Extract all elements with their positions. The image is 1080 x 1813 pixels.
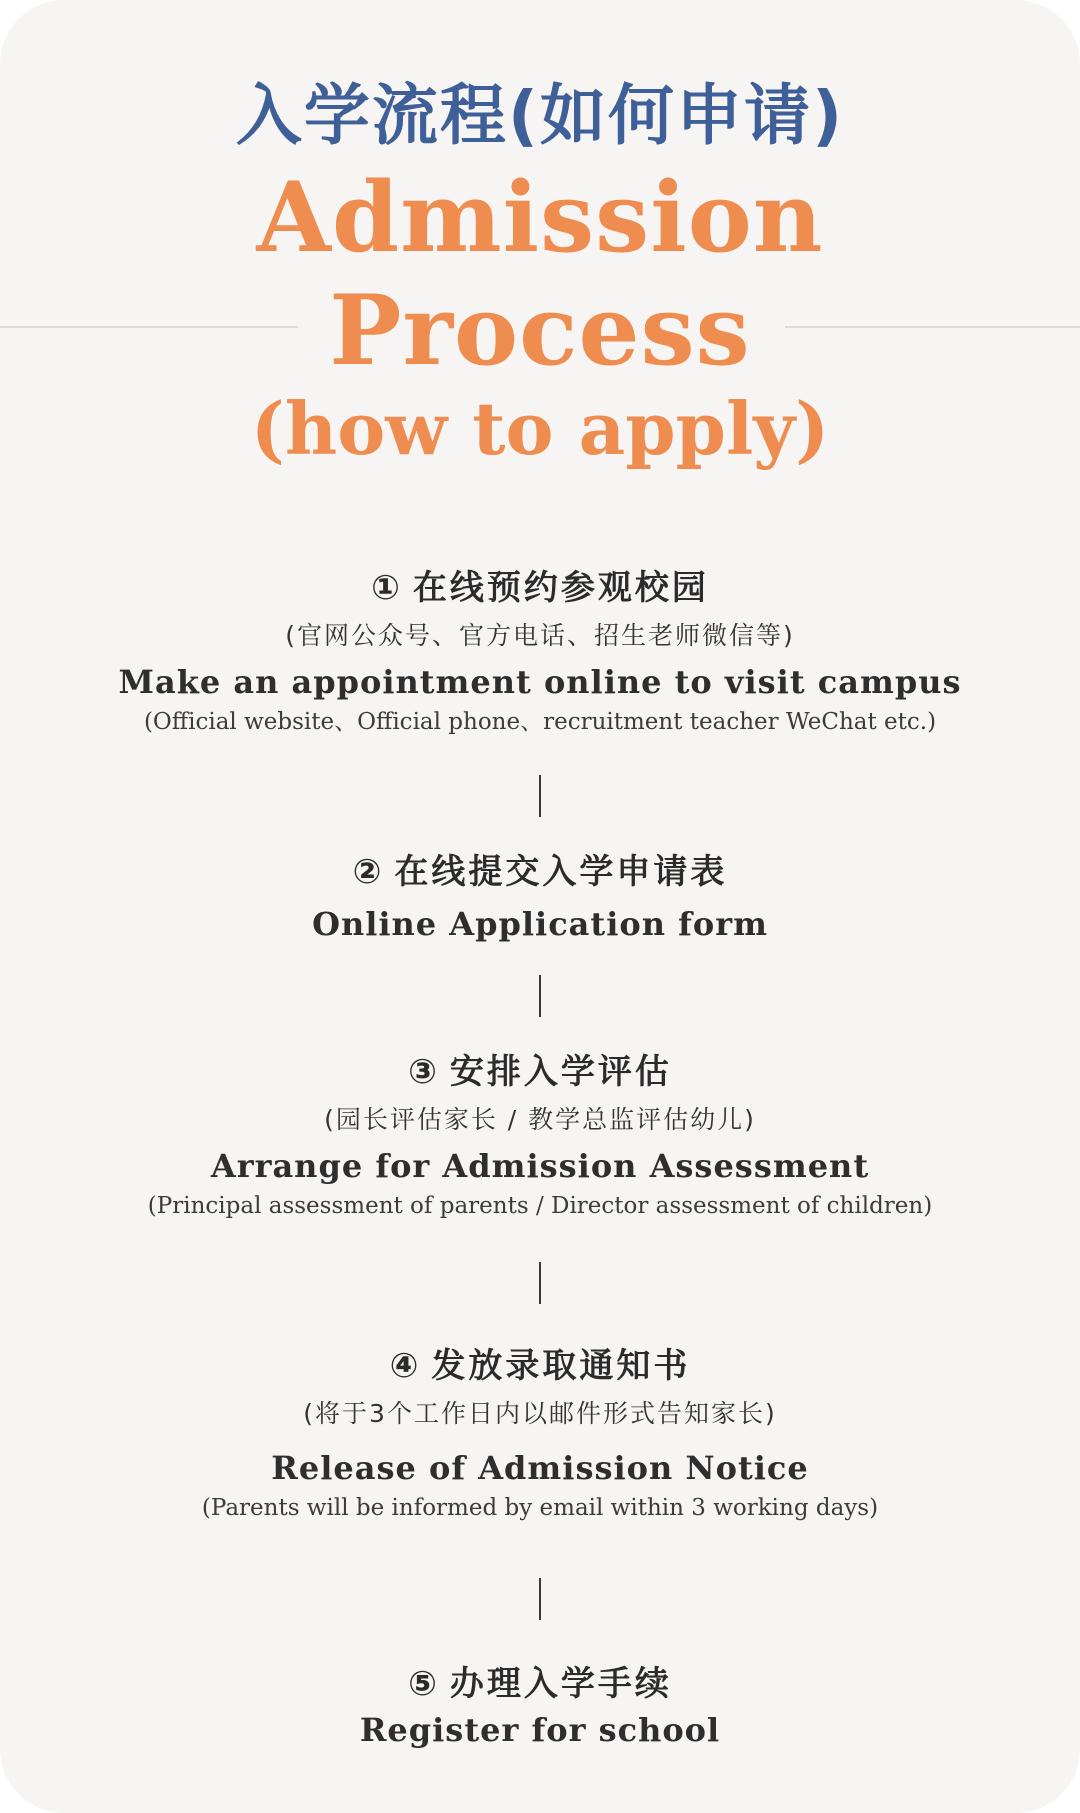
step-5-title-en: Register for school <box>359 1711 721 1749</box>
title-english-line2: Process <box>329 274 751 387</box>
step-1-subtitle-cn: (官网公众号、官方电话、招生老师微信等) <box>285 621 795 650</box>
step-4-heading-cn <box>0 1344 1080 1388</box>
connector-3 <box>539 1262 541 1304</box>
step-2-heading-cn <box>0 850 1080 894</box>
step-2-title-cn: 在线提交入学申请表 <box>394 852 728 892</box>
step-1-title-en: Make an appointment online to visit campus <box>118 663 962 701</box>
step-3 <box>0 1050 1080 1224</box>
step-4-subtitle-cn: (将于3个工作日内以邮件形式告知家长) <box>303 1399 777 1428</box>
step-3-number: ③ <box>408 1052 440 1092</box>
step-2-number: ② <box>352 852 385 892</box>
title-english-line3: (how to apply) <box>250 386 830 471</box>
step-4-subtitle-en: (Parents will be informed by email within 3 working days) <box>201 1495 879 1521</box>
step-4-number: ④ <box>389 1346 422 1386</box>
step-3-heading-cn <box>0 1050 1080 1094</box>
step-2-title-en: Online Application form <box>312 905 768 943</box>
step-4-title-cn: 发放录取通知书 <box>431 1346 691 1386</box>
title-chinese: 入学流程(如何申请) <box>235 77 845 154</box>
connector-4 <box>539 1578 541 1620</box>
step-3-subtitle-en: (Principal assessment of parents / Director assessment of children) <box>147 1193 933 1219</box>
step-1-title-cn: 在线预约参观校园 <box>412 568 709 608</box>
step-4-title-en: Release of Admission Notice <box>271 1449 809 1487</box>
connector-2 <box>539 975 541 1017</box>
step-5-number: ⑤ <box>408 1664 440 1704</box>
step-4 <box>0 1344 1080 1526</box>
step-5 <box>0 1662 1080 1752</box>
step-5-heading-cn <box>0 1662 1080 1706</box>
step-2 <box>0 850 1080 946</box>
step-1-subtitle-en: (Official website、Official phone、recruitment teacher WeChat etc.) <box>143 709 937 735</box>
title-english-line1: Admission <box>256 161 824 274</box>
step-3-subtitle-cn: (园长评估家长 / 教学总监评估幼儿) <box>324 1105 756 1134</box>
step-1 <box>0 566 1080 740</box>
step-5-title-cn: 办理入学手续 <box>449 1664 672 1704</box>
step-3-title-cn: 安排入学评估 <box>449 1052 672 1092</box>
connector-1 <box>539 775 541 817</box>
step-1-number: ① <box>371 568 403 608</box>
step-3-title-en: Arrange for Admission Assessment <box>210 1147 870 1185</box>
step-1-heading-cn <box>0 566 1080 610</box>
